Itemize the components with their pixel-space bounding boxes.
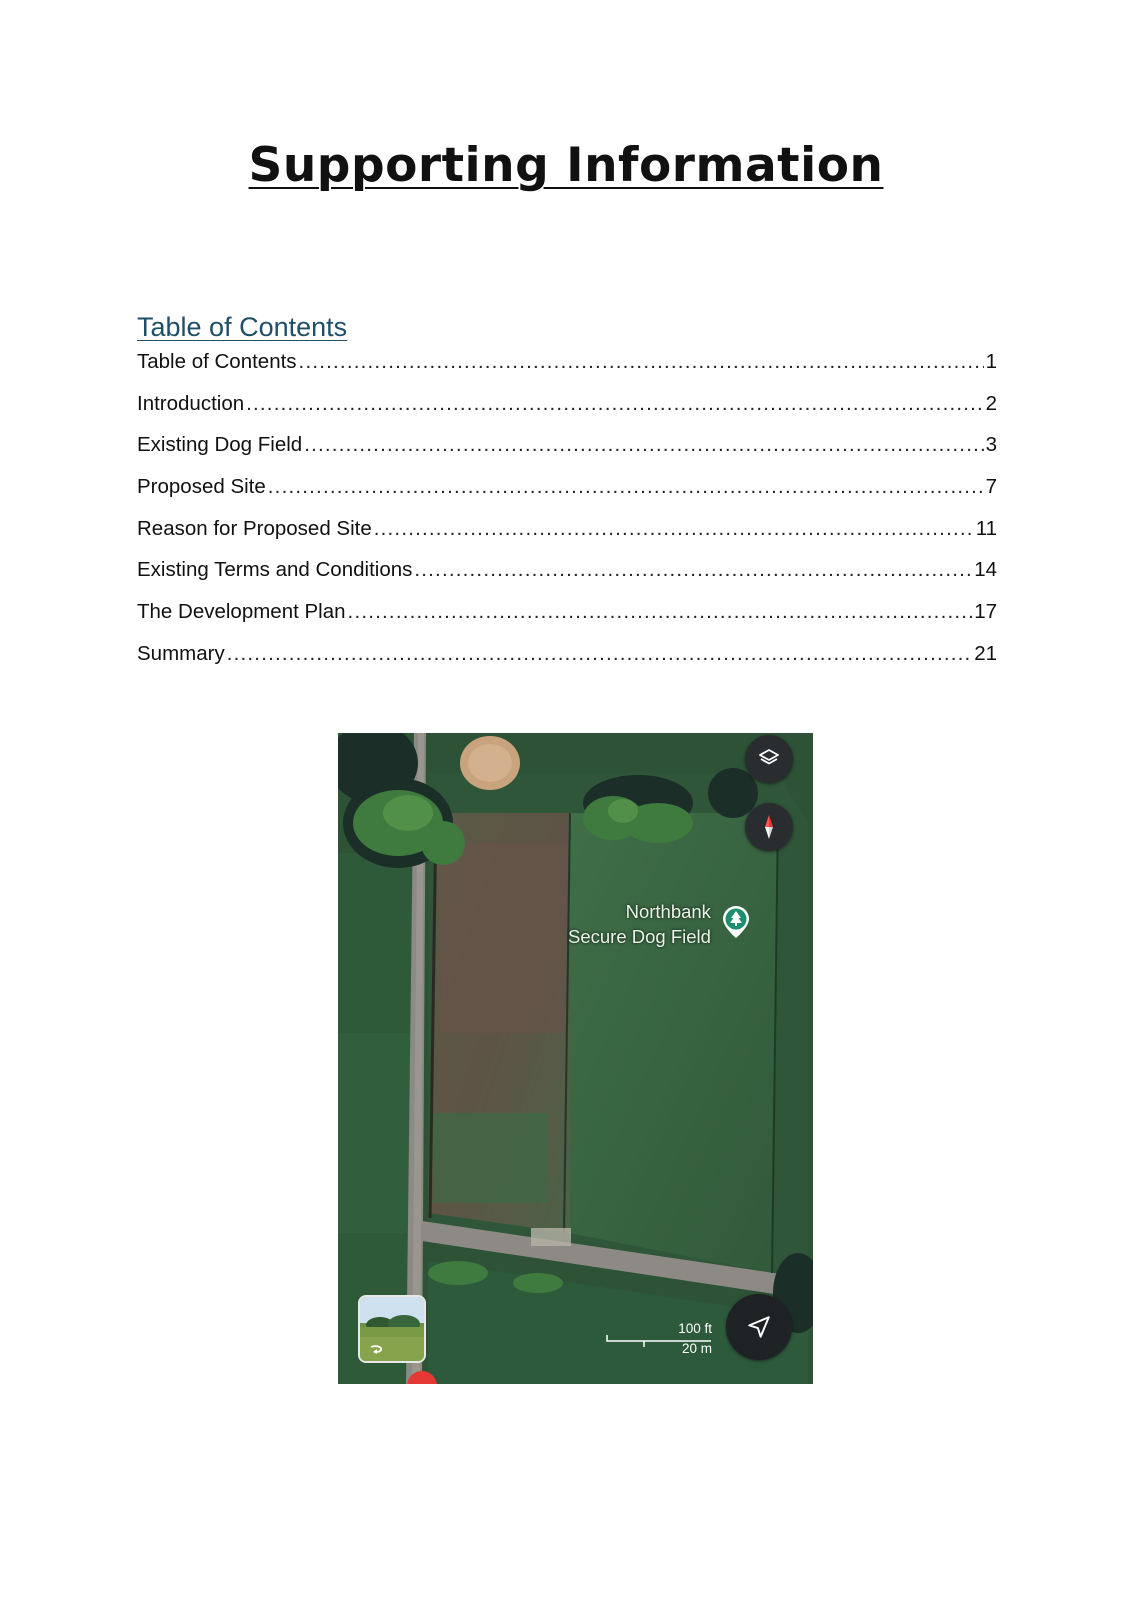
toc-entry-page: 21	[974, 641, 997, 665]
toc-entry-label: The Development Plan	[137, 600, 346, 624]
toc-leader-dots	[227, 642, 972, 666]
toc-leader-dots	[246, 392, 983, 416]
toc-entry-label: Table of Contents	[137, 350, 297, 373]
toc-entry[interactable]	[137, 350, 997, 392]
toc-entry-page: 2	[985, 391, 997, 415]
toc-entry[interactable]	[137, 433, 997, 475]
street-view-thumbnail[interactable]	[358, 1295, 426, 1363]
toc-entry-label: Existing Terms and Conditions	[137, 558, 413, 582]
satellite-map-screenshot	[338, 733, 813, 1384]
toc-entry[interactable]	[137, 475, 997, 517]
toc-entry-label: Existing Dog Field	[137, 433, 303, 457]
layers-icon	[757, 747, 781, 771]
toc-entry-page: 17	[974, 600, 997, 624]
layers-button[interactable]	[745, 735, 793, 783]
park-pin-icon[interactable]	[721, 905, 751, 939]
toc-entry-page: 3	[985, 433, 997, 457]
poi-label-line2: Secure Dog Field	[568, 926, 711, 947]
toc-entry-page: 11	[975, 516, 997, 540]
poi-label-line1: Northbank	[625, 901, 711, 922]
toc-entry[interactable]	[137, 642, 997, 684]
toc-entry[interactable]	[137, 600, 997, 642]
toc-entry-label: Introduction	[137, 391, 245, 415]
toc-leader-dots	[299, 350, 984, 374]
toc-entry[interactable]	[137, 558, 997, 600]
toc-entry[interactable]	[137, 517, 997, 559]
table-of-contents	[137, 350, 997, 684]
toc-leader-dots	[304, 433, 983, 457]
scale-metric: 20 m	[681, 1341, 712, 1356]
toc-entry-label: Proposed Site	[137, 475, 266, 499]
scale-imperial: 100 ft	[678, 1321, 712, 1336]
toc-entry[interactable]	[137, 392, 997, 434]
toc-heading[interactable]: Table of Contents	[137, 312, 348, 342]
my-location-button[interactable]	[726, 1294, 792, 1360]
rotate-360-icon	[368, 1343, 386, 1355]
navigate-arrow-icon	[746, 1314, 772, 1340]
poi-label[interactable]	[568, 899, 711, 949]
toc-leader-dots	[348, 600, 973, 624]
toc-leader-dots	[268, 475, 984, 499]
toc-entry-page: 7	[985, 475, 997, 499]
toc-leader-dots	[374, 517, 974, 541]
toc-entry-page: 1	[985, 350, 997, 373]
toc-entry-label: Reason for Proposed Site	[137, 516, 372, 540]
toc-entry-page: 14	[974, 558, 997, 582]
compass-icon	[757, 813, 781, 841]
compass-button[interactable]	[745, 803, 793, 851]
toc-entry-label: Summary	[137, 641, 225, 665]
satellite-imagery	[338, 733, 813, 1384]
map-scale	[606, 1321, 712, 1357]
toc-leader-dots	[414, 558, 972, 582]
page-title: Supporting Information	[248, 138, 884, 193]
